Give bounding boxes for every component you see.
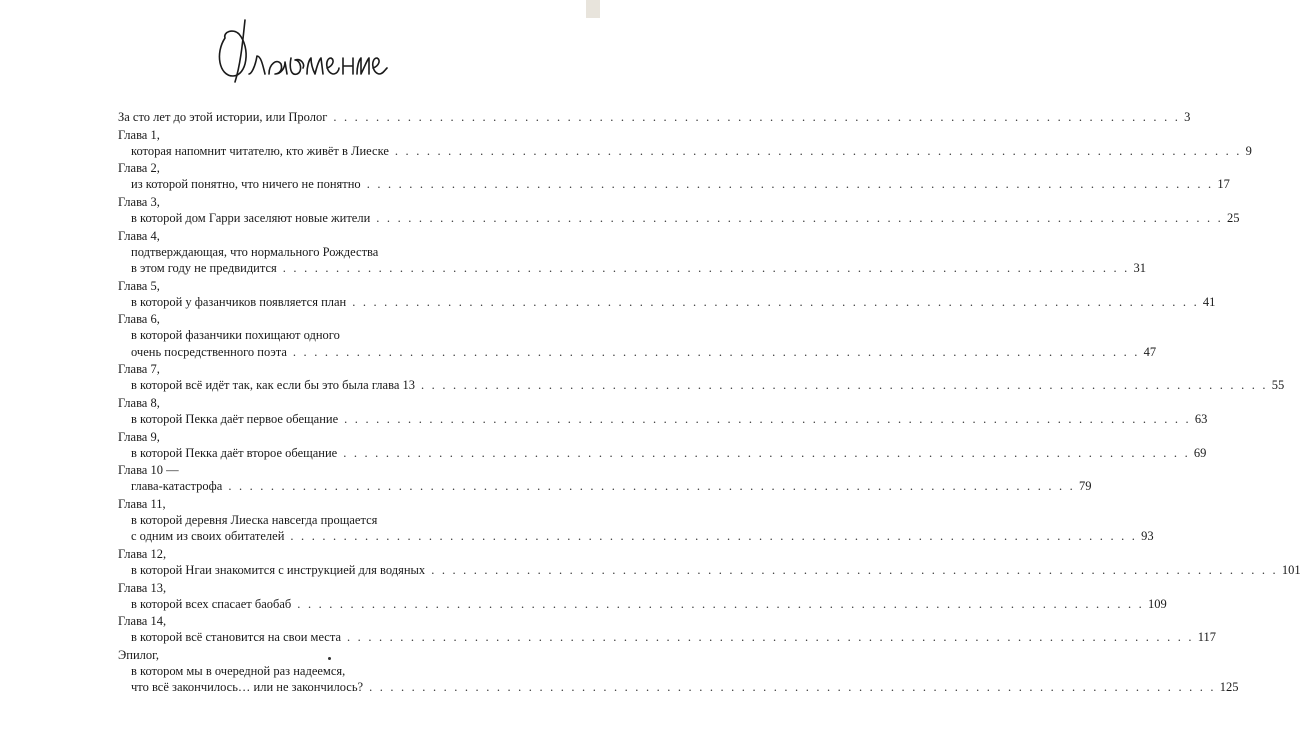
toc-page-number: 109 xyxy=(1147,596,1167,611)
dot-leader: . . . . . . . . . . . . . . . . . . . . . . . . . . . . . . . . . . . . . . . . . . . . . . . . . . . . . . . . . . . . . . . . . . . . . . . . . . . . . . . . xyxy=(297,596,1144,611)
table-of-contents xyxy=(118,109,1301,697)
dot-leader: . . . . . . . . . . . . . . . . . . . . . . . . . . . . . . . . . . . . . . . . . . . . . . . . . . . . . . . . . . . . . . . . . . . . . . . . . . . . . . . . xyxy=(292,344,1140,359)
toc-entry-text: в которой всё становится на свои места xyxy=(131,630,342,645)
dot-leader: . . . . . . . . . . . . . . . . . . . . . . . . . . . . . . . . . . . . . . . . . . . . . . . . . . . . . . . . . . . . . . . . . . . . . . . . . . . . . . . . xyxy=(366,177,1214,192)
toc-entry[interactable] xyxy=(118,228,1146,277)
toc-entry-text: с одним из своих обитателей xyxy=(131,529,285,544)
toc-entry-heading: Глава 4, xyxy=(118,228,160,243)
toc-entry-subtitle: в которой деревня Лиеска навсегда прощается xyxy=(131,513,378,528)
toc-entry[interactable] xyxy=(118,546,1301,578)
toc-entry-heading: Глава 9, xyxy=(118,429,160,444)
toc-entry[interactable] xyxy=(118,613,1217,645)
toc-entry-text: в которой Пекка даёт второе обещание xyxy=(131,445,338,460)
toc-entry-text: что всё закончилось… или не закончилось? xyxy=(131,680,364,695)
toc-entry-subtitle xyxy=(118,478,1092,494)
toc-entry-subtitle: подтверждающая, что нормального Рождества xyxy=(131,244,379,259)
toc-entry-text: в этом году не предвидится xyxy=(131,261,277,276)
toc-entry-heading: Глава 2, xyxy=(118,161,160,176)
toc-entry-subtitle xyxy=(118,377,1285,393)
handwritten-title-graphic xyxy=(205,8,395,88)
toc-entry-subtitle xyxy=(118,445,1207,461)
toc-entry[interactable] xyxy=(118,395,1208,427)
toc-entry-subtitle xyxy=(118,411,1208,427)
toc-entry-heading: Глава 6, xyxy=(118,312,160,327)
toc-entry-subtitle xyxy=(118,210,1240,226)
toc-entry-heading: Глава 12, xyxy=(118,546,167,561)
toc-entry-subtitle xyxy=(118,260,1146,276)
toc-entry-text: в которой Пекка даёт первое обещание xyxy=(131,412,339,427)
toc-page-number: 63 xyxy=(1194,412,1208,427)
toc-page-number: 69 xyxy=(1193,445,1207,460)
toc-page-number: 101 xyxy=(1281,563,1301,578)
toc-entry-subtitle xyxy=(118,562,1301,578)
toc-entry-heading: Глава 8, xyxy=(118,395,160,410)
dot-leader: . . . . . . . . . . . . . . . . . . . . . . . . . . . . . . . . . . . . . . . . . . . . . . . . . . . . . . . . . . . . . . . . . . . . . . . . . . . . . . . . xyxy=(369,680,1216,695)
toc-entry-text: глава-катастрофа xyxy=(131,479,223,494)
toc-entry-text: из которой понятно, что ничего не понятно xyxy=(131,177,361,192)
toc-entry-subtitle xyxy=(118,143,1252,159)
toc-entry-text: За сто лет до этой истории, или Пролог xyxy=(118,110,328,124)
toc-page-number: 31 xyxy=(1133,261,1146,276)
toc-entry-text: которая напомнит читателю, кто живёт в Лиеске xyxy=(131,143,389,158)
toc-entry-subtitle xyxy=(118,294,1216,310)
toc-entry-heading: Глава 10 — xyxy=(118,463,179,478)
dot-leader: . . . . . . . . . . . . . . . . . . . . . . . . . . . . . . . . . . . . . . . . . . . . . . . . . . . . . . . . . . . . . . . . . . . . . . . . . . . . . . . . xyxy=(394,143,1242,158)
dot-leader: . . . . . . . . . . . . . . . . . . . . . . . . . . . . . . . . . . . . . . . . . . . . . . . . . . . . . . . . . . . . . . . . . . . . . . . . . . . . . . . . xyxy=(343,445,1190,460)
toc-entry[interactable] xyxy=(118,580,1167,612)
toc-page-number: 125 xyxy=(1219,680,1239,695)
toc-entry[interactable] xyxy=(118,311,1157,360)
toc-page-number: 41 xyxy=(1202,294,1216,309)
toc-entry-text: в которой дом Гарри заселяют новые жители xyxy=(131,211,371,226)
toc-entry-heading: Глава 11, xyxy=(118,496,166,511)
toc-entry[interactable] xyxy=(118,496,1154,545)
toc-page-number: 9 xyxy=(1245,143,1252,158)
toc-page-number: 25 xyxy=(1226,211,1240,226)
dot-leader: . . . . . . . . . . . . . . . . . . . . . . . . . . . . . . . . . . . . . . . . . . . . . . . . . . . . . . . . . . . . . . . . . . . . . . . . . . . . . . . . xyxy=(228,479,1075,494)
page-title xyxy=(0,8,600,98)
toc-entry[interactable] xyxy=(118,278,1216,310)
toc-entry-heading xyxy=(118,109,1191,125)
toc-entry[interactable] xyxy=(118,109,1191,125)
toc-entry-text: в которой Нгаи знакомится с инструкцией для водяных xyxy=(131,563,426,578)
toc-entry[interactable] xyxy=(118,127,1252,159)
toc-entry-subtitle xyxy=(118,344,1157,360)
dot-leader: . . . . . . . . . . . . . . . . . . . . . . . . . . . . . . . . . . . . . . . . . . . . . . . . . . . . . . . . . . . . . . . . . . . . . . . . . . . . . . . . xyxy=(290,529,1138,544)
toc-entry-heading: Глава 5, xyxy=(118,278,160,293)
toc-entry-subtitle xyxy=(118,528,1154,544)
toc-entry-heading: Эпилог, xyxy=(118,647,159,662)
toc-entry[interactable] xyxy=(118,647,1239,696)
toc-entry-subtitle xyxy=(118,176,1230,192)
toc-entry-subtitle: в которой фазанчики похищают одного xyxy=(131,328,340,343)
toc-entry[interactable] xyxy=(118,160,1230,192)
toc-entry-subtitle xyxy=(118,679,1239,695)
toc-entry-text: в которой всё идёт так, как если бы это была глава 13 xyxy=(131,378,416,393)
dot-leader: . . . . . . . . . . . . . . . . . . . . . . . . . . . . . . . . . . . . . . . . . . . . . . . . . . . . . . . . . . . . . . . . . . . . . . . . . . . . . . . . xyxy=(376,211,1223,226)
toc-page-number: 3 xyxy=(1184,110,1191,124)
toc-page-number: 117 xyxy=(1197,630,1217,645)
toc-page-number: 79 xyxy=(1079,479,1092,494)
toc-entry-subtitle xyxy=(118,596,1167,612)
toc-entry-heading: Глава 3, xyxy=(118,194,160,209)
toc-entry[interactable] xyxy=(118,361,1285,393)
toc-entry-subtitle: в котором мы в очередной раз надеемся, xyxy=(131,664,346,679)
toc-page-number: 93 xyxy=(1141,529,1154,544)
toc-entry[interactable] xyxy=(118,462,1092,494)
dot-leader: . . . . . . . . . . . . . . . . . . . . . . . . . . . . . . . . . . . . . . . . . . . . . . . . . . . . . . . . . . . . . . . . . . . . . . . . . . . . . . . . xyxy=(282,261,1130,276)
toc-entry[interactable] xyxy=(118,429,1207,461)
dot-leader: . . . . . . . . . . . . . . . . . . . . . . . . . . . . . . . . . . . . . . . . . . . . . . . . . . . . . . . . . . . . . . . . . . . . . . . . . . . . . . . . xyxy=(347,630,1194,645)
dot-leader: . . . . . . . . . . . . . . . . . . . . . . . . . . . . . . . . . . . . . . . . . . . . . . . . . . . . . . . . . . . . . . . . . . . . . . . . . . . . . . . . xyxy=(344,412,1191,427)
dot-leader: . . . . . . . . . . . . . . . . . . . . . . . . . . . . . . . . . . . . . . . . . . . . . . . . . . . . . . . . . . . . . . . . . . . . . . . . . . . . . . . . xyxy=(333,110,1181,124)
toc-entry-heading: Глава 1, xyxy=(118,127,160,142)
toc-page-number: 55 xyxy=(1271,378,1285,393)
toc-entry-text: в которой у фазанчиков появляется план xyxy=(131,294,347,309)
toc-entry-heading: Глава 13, xyxy=(118,580,167,595)
dot-leader: . . . . . . . . . . . . . . . . . . . . . . . . . . . . . . . . . . . . . . . . . . . . . . . . . . . . . . . . . . . . . . . . . . . . . . . . . . . . . . . . xyxy=(421,378,1268,393)
toc-entry-heading: Глава 7, xyxy=(118,362,160,377)
toc-entry-heading: Глава 14, xyxy=(118,614,167,629)
toc-entry-subtitle xyxy=(118,629,1217,645)
toc-entry-text: в которой всех спасает баобаб xyxy=(131,596,292,611)
toc-page-number: 47 xyxy=(1143,344,1157,359)
toc-entry[interactable] xyxy=(118,194,1240,226)
stray-dot xyxy=(328,657,331,660)
dot-leader: . . . . . . . . . . . . . . . . . . . . . . . . . . . . . . . . . . . . . . . . . . . . . . . . . . . . . . . . . . . . . . . . . . . . . . . . . . . . . . . . xyxy=(431,563,1278,578)
toc-page-number: 17 xyxy=(1217,177,1230,192)
toc-entry-text: очень посредственного поэта xyxy=(131,344,287,359)
dot-leader: . . . . . . . . . . . . . . . . . . . . . . . . . . . . . . . . . . . . . . . . . . . . . . . . . . . . . . . . . . . . . . . . . . . . . . . . . . . . . . . . xyxy=(352,294,1199,309)
